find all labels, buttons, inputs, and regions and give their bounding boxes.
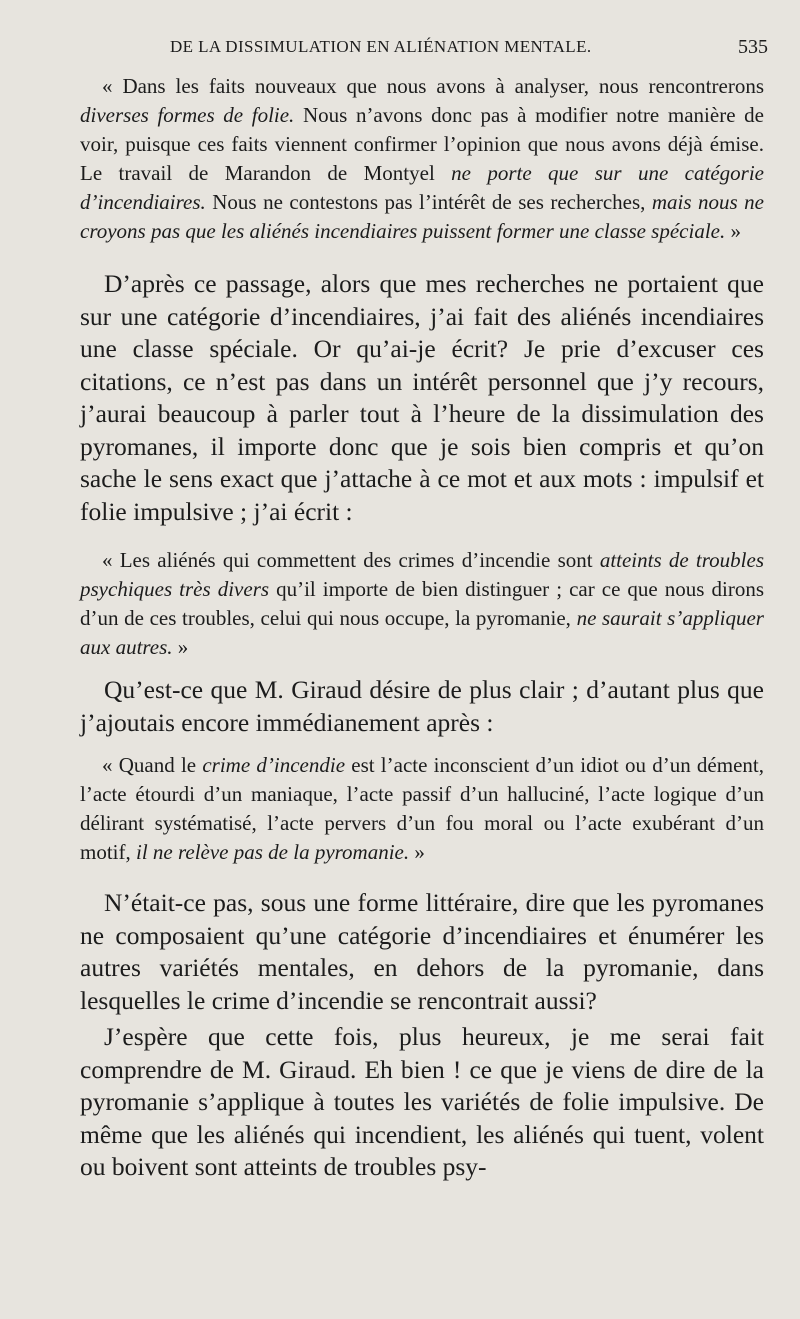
text-run: « Dans les faits nouveaux que nous avons à analyser, nous rencontrerons <box>102 74 764 98</box>
italic-run: ne saurait s’appliquer aux autres. <box>80 606 764 659</box>
italic-run: mais nous ne croyons pas que les aliénés incendiaires puissent former une classe spéciale. <box>80 190 764 243</box>
text-run: » <box>409 840 425 864</box>
italic-run: crime d’incendie <box>202 753 346 777</box>
text-run: Qu’est-ce que M. Giraud désire de plus clair ; d’autant plus que j’ajoutais encore immédianement après : <box>80 675 764 737</box>
page-number: 535 <box>738 36 768 58</box>
text-run: D’après ce passage, alors que mes recherches ne portaient que sur une catégorie d’incendiaires, j’ai fait des aliénés incendiaires une classe spéciale. Or qu’ai-je écrit? Je prie d’excuser ces citations, ce n’est pas dans un intérêt personnel que j’y recours, j’aurai beaucoup à parler tout à l’heure de la dissimulation des pyromanes, il importe donc que je sois bien compris et qu’on sache le sens exact que j’attache à ce mot et aux mots : impulsif et folie impulsive ; j’ai écrit : <box>80 269 764 526</box>
text-run: Nous n’avons donc pas à modifier notre manière de voir, puisque ces faits viennent confirmer l’opinion que nous avons déjà émise. Le travail de Marandon de Montyel <box>80 103 764 185</box>
italic-run: il ne relève pas de la pyromanie. <box>136 840 410 864</box>
quote-paragraph <box>80 72 764 246</box>
body-paragraph <box>80 1021 764 1184</box>
text-run: N’était-ce pas, sous une forme littéraire, dire que les pyromanes ne composaient qu’une catégorie d’incendiaires et énumérer les autres variétés mentales, en dehors de la pyromanie, dans lesquelles le crime d’incendie se rencontrait aussi? <box>80 888 764 1015</box>
page-body <box>80 72 764 1184</box>
quote-paragraph <box>80 751 764 867</box>
body-paragraph <box>80 268 764 528</box>
quote-paragraph <box>80 546 764 662</box>
body-paragraph <box>80 674 764 739</box>
text-run: « Quand le <box>102 753 203 777</box>
text-run: » <box>725 219 741 243</box>
text-run: J’espère que cette fois, plus heureux, je me serai fait comprendre de M. Giraud. Eh bien ! ce que je viens de dire de la pyromanie s’applique à toutes les variétés de folie impulsive. De même que les aliénés qui incendient, les aliénés qui tuent, volent ou boivent sont atteints de troubles psy- <box>80 1022 764 1181</box>
italic-run: diverses formes de folie. <box>80 103 295 127</box>
body-paragraph <box>80 887 764 1017</box>
page-header <box>170 36 768 62</box>
text-run: qu’il importe de bien distinguer ; car ce que nous dirons d’un de ces troubles, celui qui nous occupe, la pyromanie, <box>80 577 764 630</box>
text-run: Nous ne contestons pas l’intérêt de ses recherches, <box>205 190 652 214</box>
italic-run: ne porte que sur une catégorie d’incendiaires. <box>80 161 764 214</box>
text-run: » <box>172 635 189 659</box>
text-run: « Les aliénés qui commettent des crimes d’incendie sont <box>102 548 600 572</box>
italic-run: atteints de troubles psychiques très divers <box>80 548 764 601</box>
running-title: DE LA DISSIMULATION EN ALIÉNATION MENTALE. <box>170 37 592 56</box>
text-run: est l’acte inconscient d’un idiot ou d’un dément, l’acte étourdi d’un maniaque, l’acte passif d’un halluciné, l’acte logique d’un délirant systématisé, l’acte pervers d’un fou moral ou l’acte exubérant d’un motif, <box>80 753 764 864</box>
